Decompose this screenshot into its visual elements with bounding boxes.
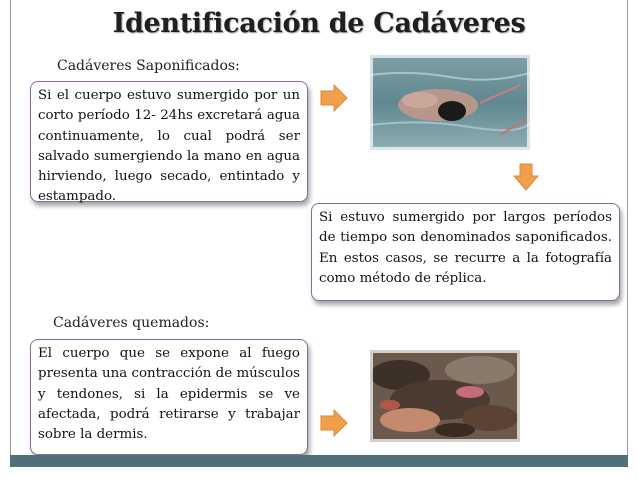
burned-text-box: El cuerpo que se expone al fuego presenta una contracción de músculos y tendones, si la epidermis se ve afectada, podrá retirarse y trabajar sobre la dermis. (30, 339, 308, 455)
section-label-saponified: Cadáveres Saponificados: (57, 58, 240, 74)
right-arrow-icon (320, 84, 348, 112)
footer-bar (10, 455, 628, 467)
water-body-photo (370, 55, 530, 150)
right-arrow-icon-2 (320, 409, 348, 437)
slide-title: Identificación de Cadáveres (112, 8, 526, 39)
frame-right-border (627, 0, 628, 466)
saponified-text-box: Si el cuerpo estuvo sumergido por un corto período 12- 24hs excretará agua continuamente, lo cual podrá ser salvado sumergiendo la mano en agua hirviendo, luego secado, entintado y estampado. (30, 81, 308, 202)
section-label-burned: Cadáveres quemados: (53, 315, 210, 331)
long-submersion-text-box: Si estuvo sumergido por largos períodos de tiempo son denominados saponificados. En estos casos, se recurre a la fotografía como método de réplica. (311, 203, 620, 301)
burned-remains-photo (370, 350, 520, 442)
down-arrow-icon (513, 163, 539, 191)
frame-left-border (10, 0, 11, 466)
